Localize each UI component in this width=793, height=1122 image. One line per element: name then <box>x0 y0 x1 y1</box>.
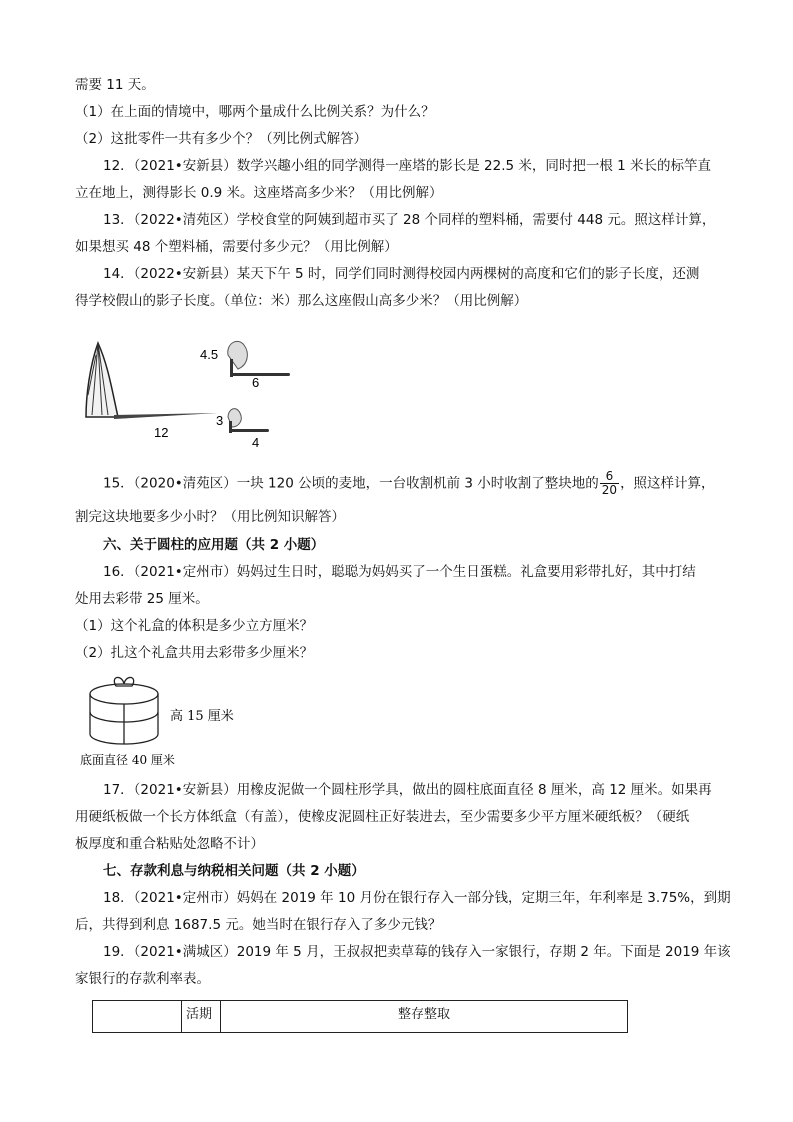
fraction-numerator: 6 <box>600 470 619 484</box>
question-17: 17．（2021•安新县）用橡皮泥做一个圆柱形学具，做出的圆柱底面直径 8 厘米，高 12 厘米。如果再 <box>103 782 712 798</box>
question-12: 12．（2021•安新县）数学兴趣小组的同学测得一座塔的影长是 22.5 米，同时把一根 1 米长的标竿直 <box>103 158 712 174</box>
question-16-cont: 处用去彩带 25 厘米。 <box>75 591 209 607</box>
sub-question: （2）这批零件一共有多少个？（列比例式解答） <box>75 131 368 147</box>
table-cell <box>93 1001 182 1033</box>
sub-question: （2）扎这个礼盒共用去彩带多少厘米？ <box>75 645 314 661</box>
question-14-cont: 得学校假山的影子长度。（单位：米）那么这座假山高多少米？（用比例解） <box>75 293 528 309</box>
sub-question: （1）在上面的情境中，哪两个量成什么比例关系？为什么？ <box>75 104 435 120</box>
cylinder-box <box>90 677 158 744</box>
hill-shadow-label: 12 <box>154 425 169 440</box>
tree-1-shadow-label: 6 <box>252 375 260 390</box>
question-15-cont: 割完这块地要多少小时？（用比例知识解答） <box>75 509 345 525</box>
text-line: 需要 11 天。 <box>75 77 155 93</box>
question-17-cont: 板厚度和重合粘贴处忽略不计） <box>75 836 264 852</box>
table-cell: 活期 <box>182 1001 221 1033</box>
sub-question: （1）这个礼盒的体积是多少立方厘米？ <box>75 618 314 634</box>
tree-2-shadow-label: 4 <box>252 435 260 450</box>
table-cell: 整存整取 <box>221 1001 628 1033</box>
tree-2-height-label: 3 <box>216 413 224 428</box>
question-17-cont: 用硬纸板做一个长方体纸盒（有盖），使橡皮泥圆柱正好装进去，至少需要多少平方厘米硬纸板？（硬纸 <box>75 809 690 825</box>
hill-drawing <box>86 343 218 419</box>
question-16: 16．（2021•定州市）妈妈过生日时，聪聪为妈妈买了一个生日蛋糕。礼盒要用彩带扎好，其中打结 <box>103 564 696 580</box>
question-18-cont: 后，共得到利息 1687.5 元。她当时在银行存入了多少元钱？ <box>75 917 442 933</box>
interest-rate-table <box>92 1000 628 1033</box>
diameter-label: 底面直径 40 厘米 <box>80 753 175 767</box>
fraction-denominator: 20 <box>601 483 618 497</box>
question-19: 19．（2021•满城区）2019 年 5 月，王叔叔把卖草莓的钱存入一家银行，存期 2 年。下面是 2019 年该 <box>103 944 731 960</box>
fraction <box>600 470 619 497</box>
shadow-figure <box>78 335 298 453</box>
table-row <box>93 1001 628 1033</box>
question-18: 18．（2021•定州市）妈妈在 2019 年 10 月份在银行存入一部分钱，定期三年，年利率是 3.75%，到期 <box>103 890 731 906</box>
question-15-text-end: ，照这样计算， <box>620 475 715 492</box>
section-6-heading: 六、关于圆柱的应用题（共 2 小题） <box>103 537 325 553</box>
gift-box-figure <box>78 672 258 772</box>
section-7-heading: 七、存款利息与纳税相关问题（共 2 小题） <box>103 863 365 879</box>
question-12-cont: 立在地上，测得影长 0.9 米。这座塔高多少米？（用比例解） <box>75 185 443 201</box>
tree-1-height-label: 4.5 <box>200 347 219 362</box>
tree-1-drawing <box>228 341 290 377</box>
question-13-cont: 如果想买 48 个塑料桶，需要付多少元？（用比例解） <box>75 239 398 255</box>
question-15-text: 15．（2020•清苑区）一块 120 公顷的麦地，一台收割机前 3 小时收割了整块地的 <box>103 475 599 492</box>
question-13: 13．（2022•清苑区）学校食堂的阿姨到超市买了 28 个同样的塑料桶，需要付 448 元。照这样计算， <box>103 212 716 228</box>
height-label: 高 15 厘米 <box>170 709 234 724</box>
question-14: 14．（2022•安新县）某天下午 5 时，同学们同时测得校园内两棵树的高度和它们的影子长度，还测 <box>103 266 700 282</box>
tree-2-drawing <box>228 409 269 433</box>
question-15 <box>103 470 715 497</box>
question-19-cont: 家银行的存款利率表。 <box>75 971 210 987</box>
